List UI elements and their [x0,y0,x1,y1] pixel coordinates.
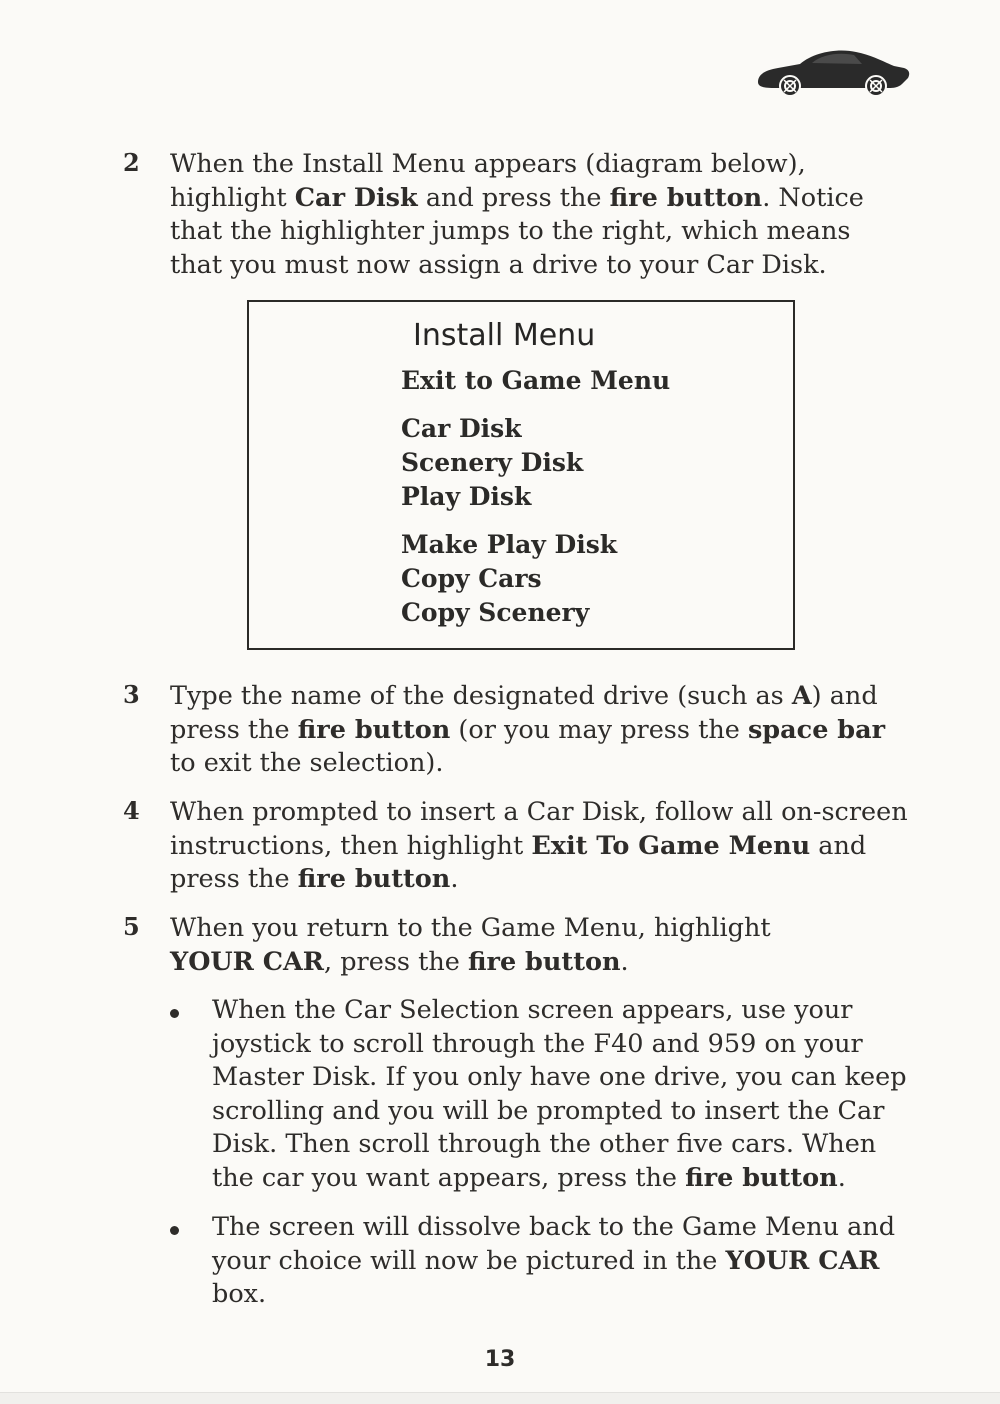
menu-item-copy-scenery: Copy Scenery [401,598,590,627]
step-text: When the Install Menu appears (diagram below), highlight Car Disk and press the fire button. Notice that the highlighter jumps to the right, which means that you must now assign a drive to your Car Disk. [170,149,864,280]
install-menu-title: Install Menu [413,318,596,353]
bold-term: fire button [297,864,451,894]
bullet-dot [170,1009,179,1018]
page-number: 13 [484,1347,516,1372]
bullet-dot [170,1226,179,1235]
step-number: 4 [123,796,140,825]
step-text: When you return to the Game Menu, highlight YOUR CAR, press the fire button. [170,913,771,977]
step-number: 3 [123,680,140,709]
bold-term: fire button [297,714,451,745]
step-number: 5 [123,912,140,941]
bold-term: Exit To Game Menu [531,830,811,861]
step-number: 2 [123,148,140,177]
menu-item-copy-cars: Copy Cars [401,564,542,593]
bold-term: YOUR CAR [725,1245,880,1276]
bold-term: YOUR CAR [170,946,324,977]
page-edge [0,1392,1000,1404]
bold-term: fire button [609,182,763,213]
menu-item-exit-to-game-menu: Exit to Game Menu [401,366,671,395]
bold-term: space bar [747,714,886,745]
step-text: Type the name of the designated drive (such as A) and press the fire button (or you may press the space bar to exit the selection). [170,681,886,778]
step-text: When prompted to insert a Car Disk, follow all on-screen instructions, then highlight Exit To Game Menu and press the fire button. [170,797,908,894]
menu-item-car-disk: Car Disk [401,414,522,443]
bold-term: fire button [685,1162,838,1193]
bold-term: A [791,681,812,711]
menu-item-scenery-disk: Scenery Disk [401,448,584,477]
menu-item-play-disk: Play Disk [401,482,532,511]
bold-term: fire button [467,946,621,977]
install-menu-diagram [247,300,795,650]
bullet-text: When the Car Selection screen appears, use your joystick to scroll through the F40 and 959 on your Master Disk. If you only have one drive, you can keep scrolling and you will be prompted to insert the Car Disk. Then scroll through the other five cars. When the car you want appears, press the fire button. [212,995,907,1193]
bold-term: Car Disk [294,182,418,213]
bullet-text: The screen will dissolve back to the Game Menu and your choice will now be pictured in the YOUR CAR box. [212,1212,896,1309]
sports-car-icon [752,40,912,102]
menu-item-make-play-disk: Make Play Disk [401,530,618,559]
